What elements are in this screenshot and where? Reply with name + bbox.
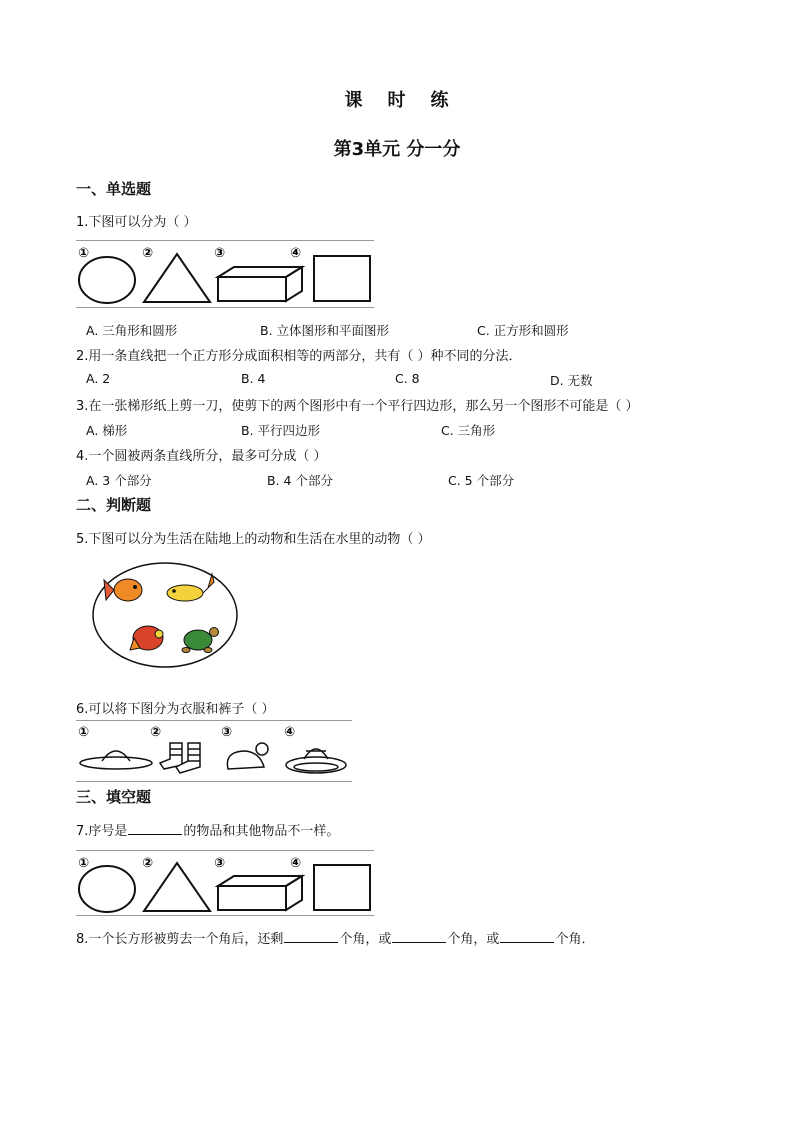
socks-icon — [160, 743, 200, 773]
figure-label-3: ③ — [221, 725, 233, 740]
section-fill-blank: 三、填空题 — [76, 788, 152, 806]
yellow-fish-icon — [167, 574, 214, 601]
triangle-shape — [144, 863, 210, 911]
q3-option-b[interactable]: B. 平行四边形 — [241, 423, 321, 438]
q2-option-c[interactable]: C. 8 — [395, 371, 420, 386]
cuboid-shape — [218, 876, 302, 910]
cuboid-shape — [218, 267, 302, 301]
section-true-false: 二、判断题 — [76, 496, 152, 514]
q2-option-b[interactable]: B. 4 — [241, 371, 266, 386]
shapes-figure-q7 — [76, 850, 374, 916]
figure-label-2: ② — [142, 246, 154, 261]
figure-label-1: ① — [78, 725, 90, 740]
red-fish-icon — [130, 626, 163, 650]
answer-blank-3[interactable] — [500, 930, 554, 943]
answer-blank[interactable] — [128, 822, 182, 835]
answer-blank-2[interactable] — [392, 930, 446, 943]
question-2: 2.用一条直线把一个正方形分成面积相等的两部分，共有（ ）种不同的分法． — [76, 349, 522, 364]
sun-hat-icon — [286, 749, 346, 773]
enclosing-ellipse — [93, 563, 237, 667]
figure-label-2: ② — [150, 725, 162, 740]
square-shape — [314, 865, 370, 910]
q4-option-b[interactable]: B. 4 个部分 — [267, 473, 333, 488]
q1-option-a[interactable]: A. 三角形和圆形 — [86, 323, 178, 338]
circle-shape — [79, 866, 135, 912]
q2-option-a[interactable]: A. 2 — [86, 371, 111, 386]
clothing-figure-q6 — [76, 720, 352, 782]
answer-blank-1[interactable] — [284, 930, 338, 943]
page-title: 课 时 练 — [344, 90, 450, 111]
shapes-figure-q1 — [76, 240, 374, 308]
animals-figure-q5 — [90, 560, 240, 670]
figure-label-2: ② — [142, 856, 154, 871]
turtle-icon — [182, 628, 219, 653]
square-shape — [314, 256, 370, 301]
circle-shape — [79, 257, 135, 303]
question-4: 4.一个圆被两条直线所分，最多可分成（ ） — [76, 449, 327, 464]
q3-option-a[interactable]: A. 梯形 — [86, 423, 128, 438]
hat-icon — [80, 751, 152, 769]
figure-label-4: ④ — [284, 725, 296, 740]
q3-option-c[interactable]: C. 三角形 — [441, 423, 496, 438]
q4-option-a[interactable]: A. 3 个部分 — [86, 473, 152, 488]
q1-option-b[interactable]: B. 立体图形和平面图形 — [260, 323, 390, 338]
question-7: 7.序号是 的物品和其他物品不一样。 — [76, 824, 340, 839]
figure-label-3: ③ — [214, 246, 226, 261]
figure-label-3: ③ — [214, 856, 226, 871]
q4-option-c[interactable]: C. 5 个部分 — [448, 473, 515, 488]
q2-option-d[interactable]: D. 无数 — [550, 373, 593, 388]
section-single-choice: 一、单选题 — [76, 180, 152, 198]
q1-option-c[interactable]: C. 正方形和圆形 — [477, 323, 569, 338]
figure-label-1: ① — [78, 246, 90, 261]
figure-label-1: ① — [78, 856, 90, 871]
triangle-shape — [144, 254, 210, 302]
question-6: 6.可以将下图分为衣服和裤子（ ） — [76, 702, 275, 717]
figure-label-4: ④ — [290, 246, 302, 261]
unit-title: 第3单元 分一分 — [333, 139, 461, 160]
question-5: 5.下图可以分为生活在陆地上的动物和生活在水里的动物（ ） — [76, 532, 431, 547]
figure-label-4: ④ — [290, 856, 302, 871]
question-1: 1.下图可以分为（ ） — [76, 215, 197, 230]
question-3: 3.在一张梯形纸上剪一刀，使剪下的两个图形中有一个平行四边形，那么另一个图形不可能是（ ） — [76, 399, 639, 414]
question-8: 8.一个长方形被剪去一个角后，还剩 个角，或 个角，或 个角． — [76, 932, 595, 947]
knit-cap-icon — [227, 743, 268, 769]
